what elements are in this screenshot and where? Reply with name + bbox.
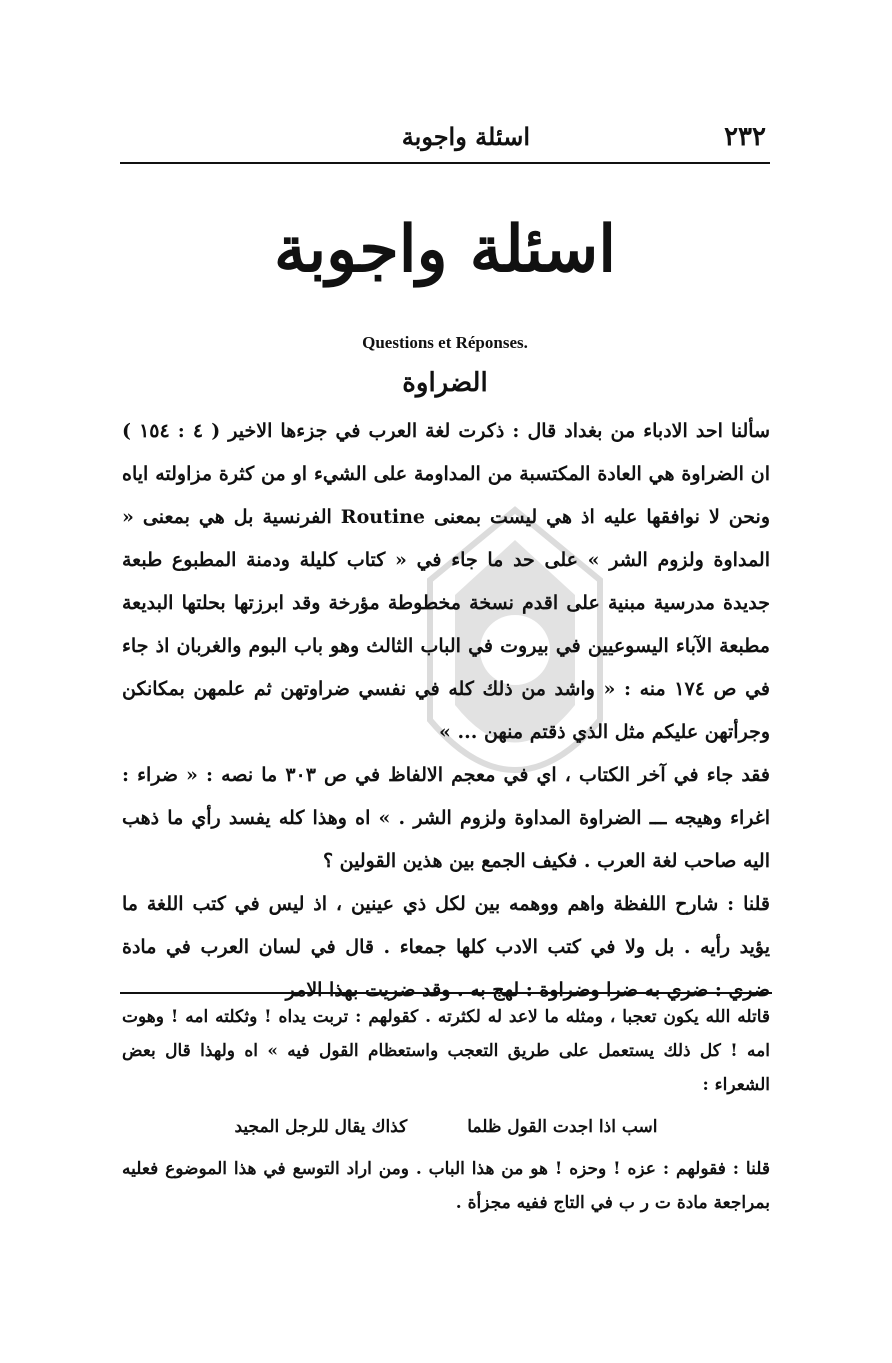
paragraph-quote: فقد جاء في آخر الكتاب ، اي في معجم الالفاظ في ص ٣٠٣ ما نصه : « ضراء : اغراء وهيجه ـــ الضراوة المداوة ولزوم الشر . » اه وهذا كله يفسد رأي ما ذهب اليه صاحب لغة العرب . فكيف الجمع بين هذين القولين ؟ <box>122 764 770 872</box>
running-header <box>120 118 770 162</box>
verse-first-hemistich: اسب اذا اجدت القول ظلما <box>467 1117 658 1137</box>
footnote-paragraph: قاتله الله يكون تعجبا ، ومثله ما لاعد له لكثرته . كقولهم : تربت يداه ! وثكلته امه ! وهوت امه ! كل ذلك يستعمل على طريق التعجب واستعظام القول فيه » اه ولهذا قال بعض الشعراء : <box>122 1007 771 1095</box>
verse-second-hemistich: كذاك يقال للرجل المجيد <box>234 1117 408 1137</box>
section-title: اسئلة واجوبة <box>274 212 616 287</box>
section-subtitle: Questions et Réponses. <box>362 333 528 352</box>
article-body <box>122 410 770 1012</box>
paragraph-answer: قلنا : شارح اللفظة واهم ووهمه بين لكل ذي عينين ، اذ ليس في كتب اللغة ما يؤيد رأيه . بل ولا في كتب الادب كلها جمعاء . قال في لسان العرب في مادة ضري : ضري به ضرا وضراوة : لهج به . وقد ضريت بهذا الامر <box>122 893 770 1001</box>
running-title: اسئلة واجوبة <box>401 122 530 151</box>
footnote-rule <box>120 992 772 994</box>
article-heading: الضراوة <box>402 368 488 398</box>
poetry-verse <box>122 1110 770 1144</box>
paragraph-question: سألنا احد الادباء من بغداد قال : ذكرت لغة العرب في جزءها الاخير ( ٤ : ١٥٤ ) ان الضراوة هي العادة المكتسبة من المداومة على الشيء او من كثرة مزاولته اياه ونحن لا نوافقها عليه اذ هي ليست بمعنى Routine الفرنسية بل هي بمعنى « المداوة ولزوم الشر » على حد ما جاء في « كتاب كليلة ودمنة المطبوع طبعة جديدة مدرسية مبنية على اقدم نسخة مخطوطة مؤرخة وقد ابرزتها بحلتها البديعة مطبعة الآباء اليسوعيين في بيروت في الباب الثالث وهو باب البوم والغربان اذ جاء في ص ١٧٤ منه : « واشد من ذلك كله في نفسي ضراوتهن ثم علمهن بمكانكن وجرأتهن عليكم مثل الذي ذقتم منهن ... » <box>122 420 771 743</box>
footnote <box>122 1000 770 1220</box>
page-number: ٢٣٢ <box>724 122 766 152</box>
footnote-closing: قلنا : فقولهم : عزه ! وحزه ! هو من هذا الباب . ومن اراد التوسع في هذا الموضوع فعليه بمراجعة مادة ت ر ب في التاج ففيه مجزأة . <box>122 1159 770 1213</box>
header-rule <box>120 162 770 164</box>
